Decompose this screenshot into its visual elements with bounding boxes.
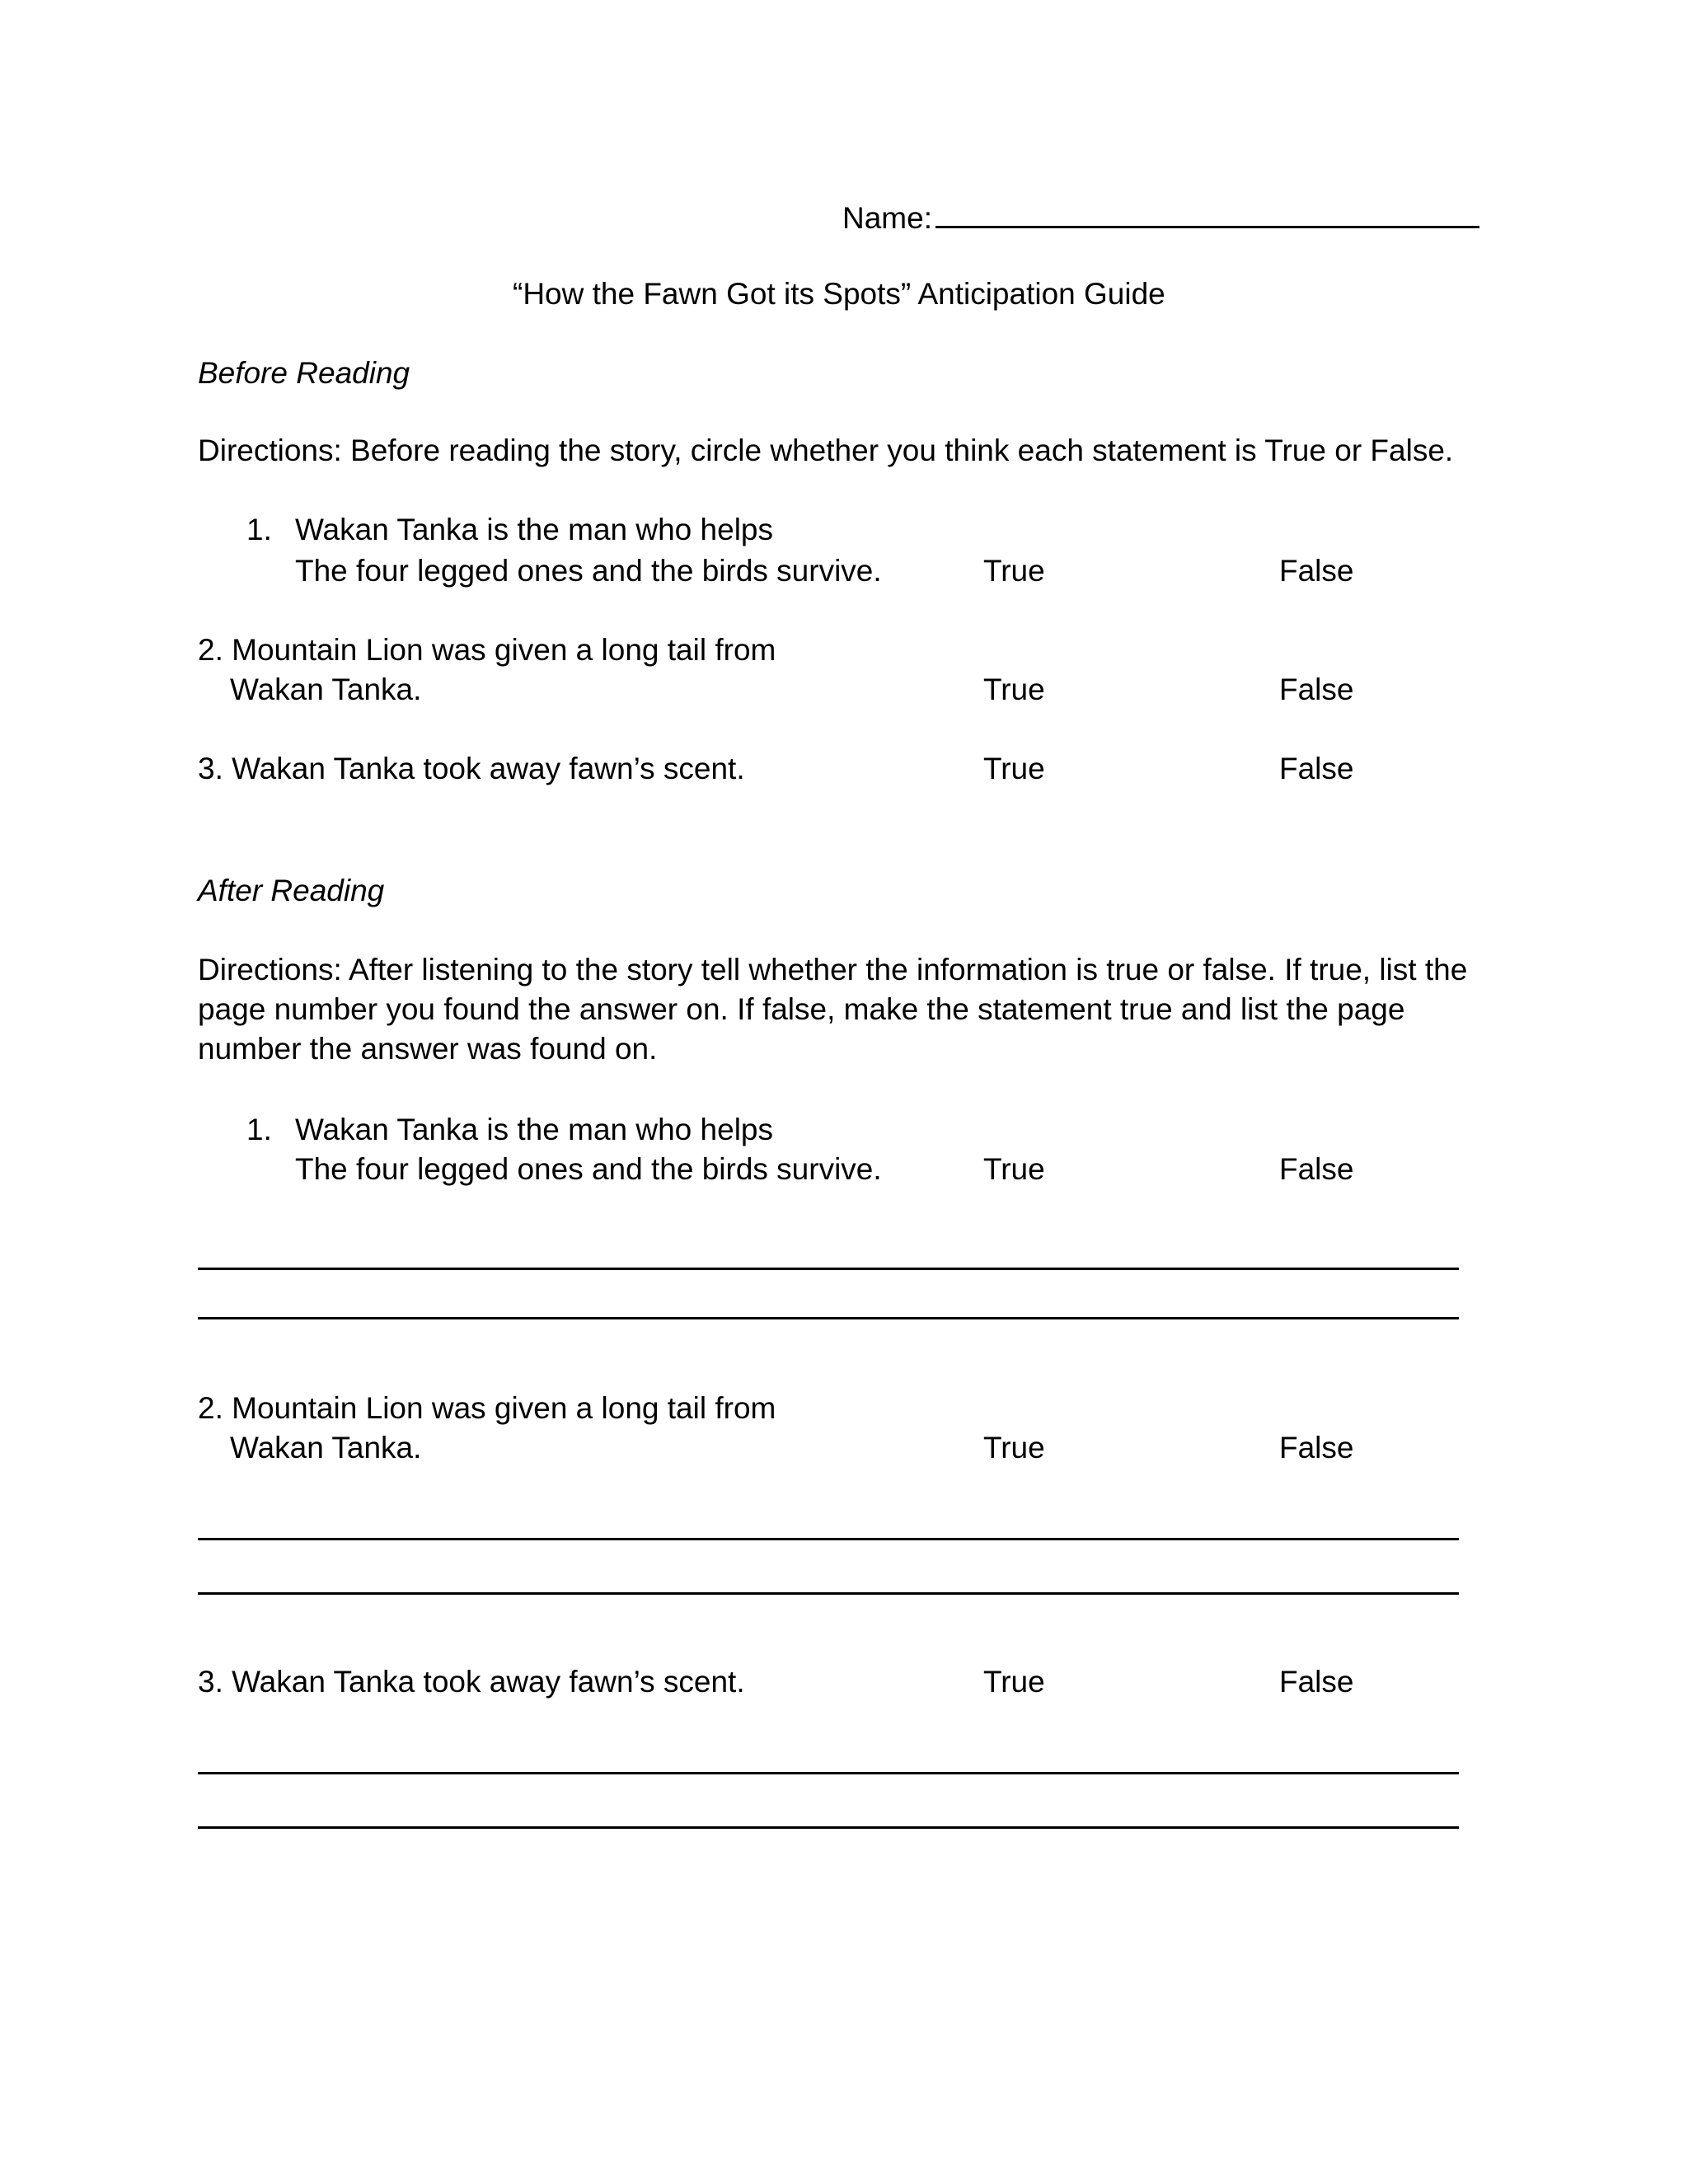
after-q2-answer-line-1[interactable] — [198, 1538, 1459, 1540]
before-q2-true[interactable]: True — [983, 673, 1045, 706]
after-q2-false[interactable]: False — [1279, 1431, 1354, 1465]
after-q1-line1: Wakan Tanka is the man who helps — [295, 1113, 773, 1146]
after-q1-true[interactable]: True — [983, 1152, 1045, 1186]
after-directions-line3: number the answer was found on. — [198, 1032, 658, 1066]
before-q3-line1: 3. Wakan Tanka took away fawn’s scent. — [198, 752, 745, 785]
after-q3-true[interactable]: True — [983, 1665, 1045, 1699]
before-reading-heading: Before Reading — [198, 356, 410, 390]
after-q3-line1: 3. Wakan Tanka took away fawn’s scent. — [198, 1665, 745, 1699]
before-q1-line1: Wakan Tanka is the man who helps — [295, 513, 773, 546]
name-blank-line[interactable] — [935, 198, 1479, 228]
name-field[interactable] — [842, 198, 1479, 233]
after-q1-false[interactable]: False — [1279, 1152, 1354, 1186]
page-title: “How the Fawn Got its Spots” Anticipation Guide — [513, 277, 1165, 311]
before-q1-false[interactable]: False — [1279, 554, 1354, 588]
before-directions: Directions: Before reading the story, circle whether you think each statement is True or False. — [198, 434, 1454, 467]
after-reading-heading: After Reading — [198, 874, 385, 907]
after-q1-answer-line-1[interactable] — [198, 1268, 1459, 1270]
after-q3-false[interactable]: False — [1279, 1665, 1354, 1699]
before-q2-line1: 2. Mountain Lion was given a long tail from — [198, 633, 776, 667]
after-directions-line2: page number you found the answer on. If false, make the statement true and list the page — [198, 992, 1405, 1026]
after-q2-answer-line-2[interactable] — [198, 1592, 1459, 1595]
after-q3-answer-line-2[interactable] — [198, 1826, 1459, 1829]
name-label: Name: — [842, 201, 932, 235]
after-q2-line1: 2. Mountain Lion was given a long tail from — [198, 1391, 776, 1425]
before-q2-false[interactable]: False — [1279, 673, 1354, 706]
after-directions-line1: Directions: After listening to the story tell whether the information is true or false. If true, list the — [198, 953, 1468, 987]
after-q1-number: 1. — [246, 1113, 272, 1146]
before-q2-line2: Wakan Tanka. — [230, 673, 422, 706]
before-q3-false[interactable]: False — [1279, 752, 1354, 785]
before-q3-true[interactable]: True — [983, 752, 1045, 785]
before-q1-line2: The four legged ones and the birds survive. — [295, 554, 882, 588]
before-q1-number: 1. — [246, 513, 272, 546]
after-q1-answer-line-2[interactable] — [198, 1317, 1459, 1319]
after-q2-line2: Wakan Tanka. — [230, 1431, 422, 1465]
after-q1-line2: The four legged ones and the birds survive. — [295, 1152, 882, 1186]
before-q1-true[interactable]: True — [983, 554, 1045, 588]
after-q2-true[interactable]: True — [983, 1431, 1045, 1465]
after-q3-answer-line-1[interactable] — [198, 1772, 1459, 1774]
